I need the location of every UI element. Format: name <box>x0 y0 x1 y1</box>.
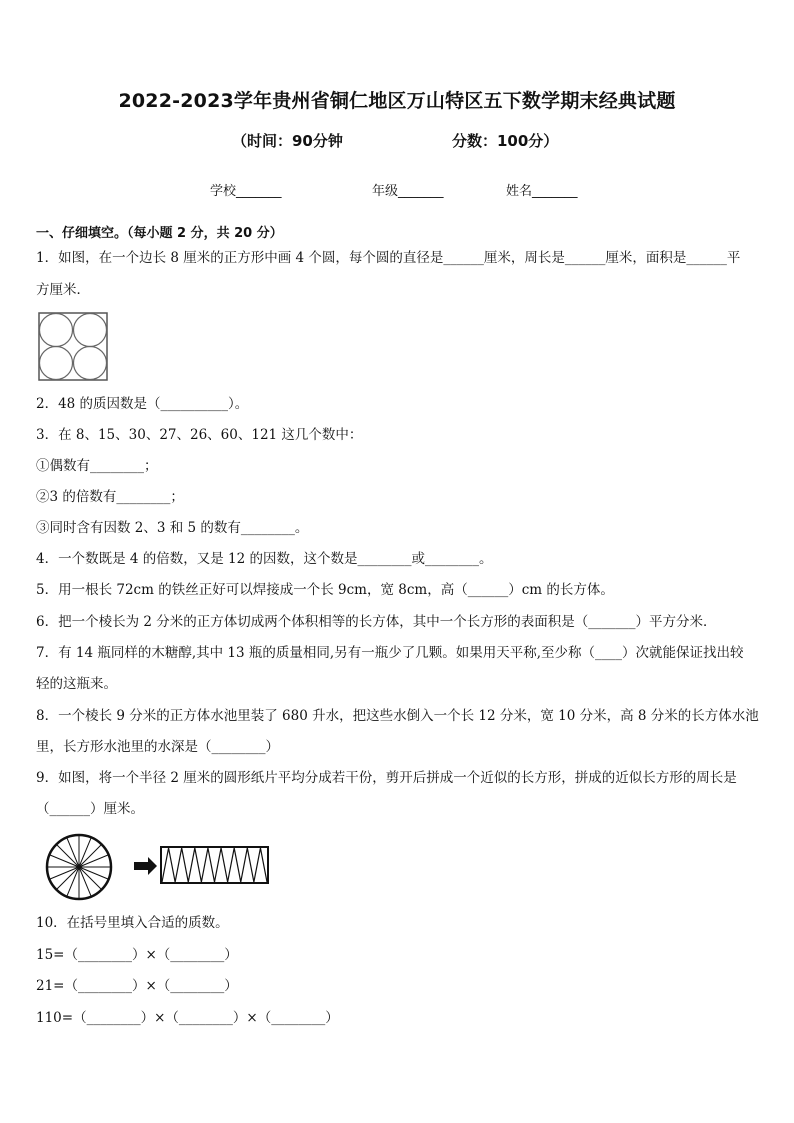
question-1-line-2: 方厘米． <box>36 282 90 298</box>
question-1-line-1: 1．如图，在一个边长 8 厘米的正方形中画 4 个圆，每个圆的直径是______厘米，周长是______厘米，面积是______平 <box>36 250 741 266</box>
question-3-part-b: ②3 的倍数有________； <box>36 489 184 505</box>
exam-score: 分数：100分） <box>452 132 559 150</box>
school-field: 学校_______ <box>210 184 282 199</box>
question-8-line-2: 里，长方形水池里的水深是（________） <box>36 739 279 755</box>
question-8-line-1: 8．一个棱长 9 分米的正方体水池里装了 680 升水，把这些水倒入一个长 12 分米，宽 10 分米，高 8 分米的长方体水池 <box>36 708 759 724</box>
question-3-part-c: ③同时含有因数 2、3 和 5 的数有________。 <box>36 520 309 536</box>
question-4: 4．一个数既是 4 的倍数，又是 12 的因数，这个数是________或________。 <box>36 551 493 567</box>
question-10: 10．在括号里填入合适的质数。 <box>36 915 229 931</box>
question-7-line-1: 7．有 14 瓶同样的木糖醇,其中 13 瓶的质量相同,另有一瓶少了几颗。如果用天平称,至少称（____）次就能保证找出较 <box>36 645 744 661</box>
question-9-line-2: （______）厘米。 <box>36 801 144 817</box>
question-10-part-c: 110=（________）×（________）×（________） <box>36 1010 339 1026</box>
circle-to-rectangle-figure <box>44 832 274 902</box>
square-four-circles-figure <box>38 312 110 382</box>
question-10-part-b: 21=（________）×（________） <box>36 978 238 994</box>
question-3: 3．在 8、15、30、27、26、60、121 这几个数中： <box>36 427 363 443</box>
exam-time: （时间：90分钟 <box>232 132 343 150</box>
question-10-part-a: 15=（________）×（________） <box>36 947 238 963</box>
question-5: 5．用一根长 72cm 的铁丝正好可以焊接成一个长 9cm，宽 8cm，高（______）cm 的长方体。 <box>36 582 614 598</box>
arrow-icon <box>134 857 157 875</box>
question-9-line-1: 9．如图，将一个半径 2 厘米的圆形纸片平均分成若干份，剪开后拼成一个近似的长方形，拼成的近似长方形的周长是 <box>36 770 737 786</box>
name-field: 姓名_______ <box>506 184 578 199</box>
page-title: 2022-2023学年贵州省铜仁地区万山特区五下数学期末经典试题 <box>118 90 676 112</box>
question-2: 2．48 的质因数是（__________）。 <box>36 396 249 412</box>
grade-field: 年级_______ <box>372 184 444 199</box>
question-7-line-2: 轻的这瓶来。 <box>36 676 117 692</box>
question-3-part-a: ①偶数有________； <box>36 458 158 474</box>
section-heading: 一、仔细填空。（每小题 2 分，共 20 分） <box>36 226 283 241</box>
question-6: 6．把一个棱长为 2 分米的正方体切成两个体积相等的长方体，其中一个长方形的表面积是（_______）平方分米． <box>36 614 717 630</box>
